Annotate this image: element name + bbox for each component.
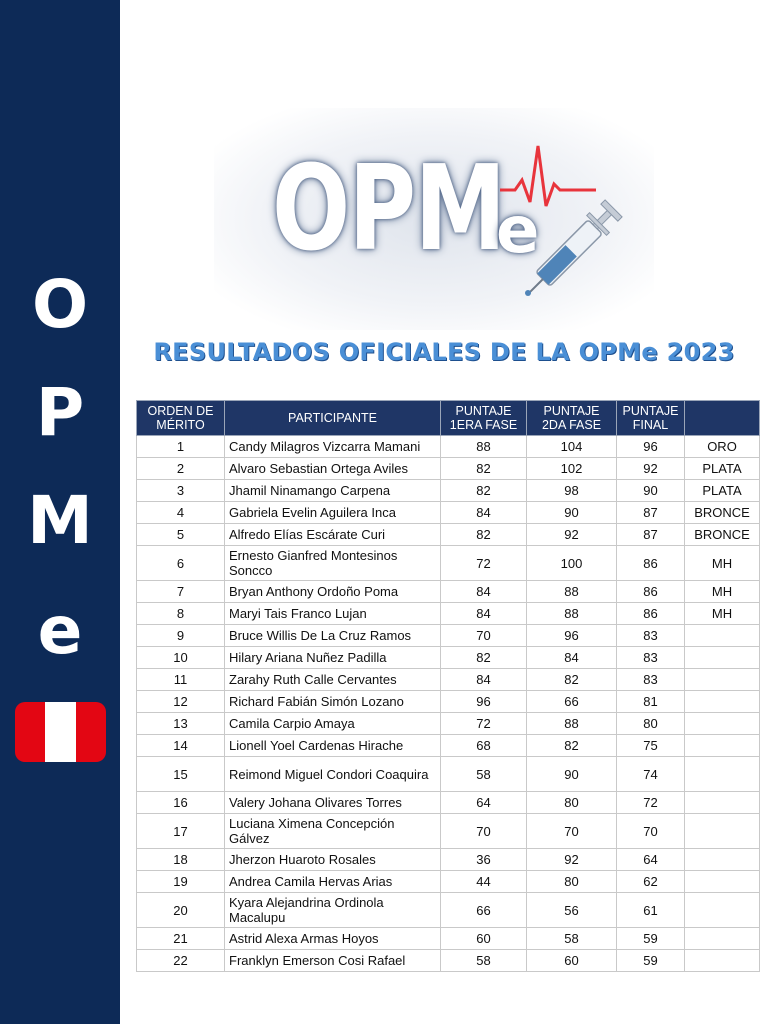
score-phase1-cell: 58 bbox=[441, 757, 527, 792]
medal-cell bbox=[685, 792, 760, 814]
participant-cell: Maryi Tais Franco Lujan bbox=[225, 603, 441, 625]
score-phase2-cell: 92 bbox=[527, 849, 617, 871]
score-final-cell: 86 bbox=[617, 581, 685, 603]
score-final-cell: 92 bbox=[617, 458, 685, 480]
participant-cell: Bruce Willis De La Cruz Ramos bbox=[225, 625, 441, 647]
table-row bbox=[137, 735, 760, 757]
table-row bbox=[137, 458, 760, 480]
rank-cell: 5 bbox=[137, 524, 225, 546]
medal-cell bbox=[685, 757, 760, 792]
score-final-cell: 62 bbox=[617, 871, 685, 893]
score-phase2-cell: 80 bbox=[527, 871, 617, 893]
table-row bbox=[137, 524, 760, 546]
medal-cell: BRONCE bbox=[685, 502, 760, 524]
score-phase1-cell: 60 bbox=[441, 928, 527, 950]
medal-cell bbox=[685, 893, 760, 928]
heartbeat-syringe-icon bbox=[500, 140, 650, 300]
table-row bbox=[137, 713, 760, 735]
medal-cell bbox=[685, 625, 760, 647]
sidebar-letter-e: e bbox=[37, 592, 83, 669]
medal-cell: MH bbox=[685, 581, 760, 603]
table-row bbox=[137, 603, 760, 625]
table-row bbox=[137, 546, 760, 581]
medal-cell bbox=[685, 713, 760, 735]
score-final-cell: 61 bbox=[617, 893, 685, 928]
medal-cell bbox=[685, 669, 760, 691]
rank-cell: 11 bbox=[137, 669, 225, 691]
score-phase1-cell: 82 bbox=[441, 524, 527, 546]
score-final-cell: 72 bbox=[617, 792, 685, 814]
participant-cell: Candy Milagros Vizcarra Mamani bbox=[225, 436, 441, 458]
table-row bbox=[137, 871, 760, 893]
participant-cell: Astrid Alexa Armas Hoyos bbox=[225, 928, 441, 950]
score-phase1-cell: 84 bbox=[441, 603, 527, 625]
table-row bbox=[137, 480, 760, 502]
table-row bbox=[137, 928, 760, 950]
score-final-cell: 64 bbox=[617, 849, 685, 871]
score-final-cell: 87 bbox=[617, 524, 685, 546]
table-header-row bbox=[137, 401, 760, 436]
score-phase1-cell: 72 bbox=[441, 713, 527, 735]
sidebar-letter-p: P bbox=[35, 374, 85, 451]
score-final-cell: 75 bbox=[617, 735, 685, 757]
score-phase1-cell: 82 bbox=[441, 458, 527, 480]
score-final-cell: 59 bbox=[617, 928, 685, 950]
participant-cell: Jherzon Huaroto Rosales bbox=[225, 849, 441, 871]
participant-cell: Ernesto Gianfred Montesinos Soncco bbox=[225, 546, 441, 581]
rank-cell: 4 bbox=[137, 502, 225, 524]
table-row bbox=[137, 581, 760, 603]
medal-cell bbox=[685, 950, 760, 972]
score-phase2-cell: 102 bbox=[527, 458, 617, 480]
score-phase1-cell: 70 bbox=[441, 625, 527, 647]
rank-cell: 12 bbox=[137, 691, 225, 713]
sidebar-letter-o: O bbox=[31, 266, 89, 343]
score-final-cell: 83 bbox=[617, 669, 685, 691]
score-phase1-cell: 66 bbox=[441, 893, 527, 928]
rank-cell: 6 bbox=[137, 546, 225, 581]
score-phase1-cell: 44 bbox=[441, 871, 527, 893]
table-row bbox=[137, 436, 760, 458]
score-phase1-cell: 84 bbox=[441, 581, 527, 603]
score-phase2-cell: 100 bbox=[527, 546, 617, 581]
score-final-cell: 86 bbox=[617, 603, 685, 625]
sidebar-letter-m: M bbox=[27, 482, 93, 559]
participant-cell: Hilary Ariana Nuñez Padilla bbox=[225, 647, 441, 669]
rank-cell: 19 bbox=[137, 871, 225, 893]
score-phase2-cell: 82 bbox=[527, 669, 617, 691]
table-row bbox=[137, 502, 760, 524]
medal-cell bbox=[685, 691, 760, 713]
score-final-cell: 83 bbox=[617, 625, 685, 647]
medal-cell bbox=[685, 928, 760, 950]
score-final-cell: 87 bbox=[617, 502, 685, 524]
participant-cell: Andrea Camila Hervas Arias bbox=[225, 871, 441, 893]
score-phase1-cell: 70 bbox=[441, 814, 527, 849]
participant-cell: Gabriela Evelin Aguilera Inca bbox=[225, 502, 441, 524]
medal-cell bbox=[685, 871, 760, 893]
logo-suffix: e bbox=[496, 194, 540, 268]
rank-cell: 22 bbox=[137, 950, 225, 972]
medal-cell bbox=[685, 735, 760, 757]
rank-cell: 3 bbox=[137, 480, 225, 502]
score-phase1-cell: 84 bbox=[441, 502, 527, 524]
score-final-cell: 83 bbox=[617, 647, 685, 669]
score-phase1-cell: 84 bbox=[441, 669, 527, 691]
rank-cell: 20 bbox=[137, 893, 225, 928]
score-phase2-cell: 88 bbox=[527, 713, 617, 735]
score-phase2-cell: 98 bbox=[527, 480, 617, 502]
medal-cell: MH bbox=[685, 546, 760, 581]
medal-cell bbox=[685, 647, 760, 669]
header-score-phase2: PUNTAJE 2DA FASE bbox=[527, 401, 617, 436]
score-phase1-cell: 68 bbox=[441, 735, 527, 757]
participant-cell: Kyara Alejandrina Ordinola Macalupu bbox=[225, 893, 441, 928]
score-phase1-cell: 82 bbox=[441, 647, 527, 669]
score-final-cell: 74 bbox=[617, 757, 685, 792]
score-phase1-cell: 64 bbox=[441, 792, 527, 814]
table-row bbox=[137, 647, 760, 669]
score-final-cell: 80 bbox=[617, 713, 685, 735]
score-phase2-cell: 70 bbox=[527, 814, 617, 849]
rank-cell: 14 bbox=[137, 735, 225, 757]
score-final-cell: 90 bbox=[617, 480, 685, 502]
score-final-cell: 86 bbox=[617, 546, 685, 581]
medal-cell bbox=[685, 814, 760, 849]
score-phase1-cell: 72 bbox=[441, 546, 527, 581]
participant-cell: Jhamil Ninamango Carpena bbox=[225, 480, 441, 502]
table-row bbox=[137, 792, 760, 814]
participant-cell: Zarahy Ruth Calle Cervantes bbox=[225, 669, 441, 691]
participant-cell: Franklyn Emerson Cosi Rafael bbox=[225, 950, 441, 972]
participant-cell: Bryan Anthony Ordoño Poma bbox=[225, 581, 441, 603]
rank-cell: 10 bbox=[137, 647, 225, 669]
score-phase1-cell: 96 bbox=[441, 691, 527, 713]
participant-cell: Alvaro Sebastian Ortega Aviles bbox=[225, 458, 441, 480]
header-score-final: PUNTAJE FINAL bbox=[617, 401, 685, 436]
header-score-phase1: PUNTAJE 1ERA FASE bbox=[441, 401, 527, 436]
rank-cell: 13 bbox=[137, 713, 225, 735]
table-row bbox=[137, 849, 760, 871]
score-phase2-cell: 56 bbox=[527, 893, 617, 928]
participant-cell: Valery Johana Olivares Torres bbox=[225, 792, 441, 814]
score-phase2-cell: 84 bbox=[527, 647, 617, 669]
rank-cell: 1 bbox=[137, 436, 225, 458]
table-row bbox=[137, 757, 760, 792]
score-phase2-cell: 90 bbox=[527, 757, 617, 792]
score-phase2-cell: 92 bbox=[527, 524, 617, 546]
score-phase2-cell: 82 bbox=[527, 735, 617, 757]
header-rank: ORDEN DE MÉRITO bbox=[137, 401, 225, 436]
header-medal bbox=[685, 401, 760, 436]
participant-cell: Richard Fabián Simón Lozano bbox=[225, 691, 441, 713]
medal-cell: ORO bbox=[685, 436, 760, 458]
score-phase1-cell: 82 bbox=[441, 480, 527, 502]
table-row bbox=[137, 669, 760, 691]
score-phase2-cell: 90 bbox=[527, 502, 617, 524]
score-phase2-cell: 80 bbox=[527, 792, 617, 814]
medal-cell bbox=[685, 849, 760, 871]
score-phase2-cell: 88 bbox=[527, 581, 617, 603]
rank-cell: 17 bbox=[137, 814, 225, 849]
rank-cell: 7 bbox=[137, 581, 225, 603]
table-row bbox=[137, 625, 760, 647]
page-title: RESULTADOS OFICIALES DE LA OPMe 2023 bbox=[153, 338, 735, 366]
score-final-cell: 59 bbox=[617, 950, 685, 972]
rank-cell: 21 bbox=[137, 928, 225, 950]
sidebar bbox=[0, 0, 120, 1024]
score-phase1-cell: 58 bbox=[441, 950, 527, 972]
participant-cell: Alfredo Elías Escárate Curi bbox=[225, 524, 441, 546]
score-phase2-cell: 66 bbox=[527, 691, 617, 713]
logo-text: OPM bbox=[272, 139, 505, 277]
table-row bbox=[137, 950, 760, 972]
score-final-cell: 81 bbox=[617, 691, 685, 713]
table-row bbox=[137, 893, 760, 928]
header-participant: PARTICIPANTE bbox=[225, 401, 441, 436]
score-phase2-cell: 104 bbox=[527, 436, 617, 458]
score-final-cell: 70 bbox=[617, 814, 685, 849]
rank-cell: 16 bbox=[137, 792, 225, 814]
score-phase2-cell: 96 bbox=[527, 625, 617, 647]
score-phase2-cell: 58 bbox=[527, 928, 617, 950]
score-phase1-cell: 36 bbox=[441, 849, 527, 871]
medal-cell: MH bbox=[685, 603, 760, 625]
rank-cell: 2 bbox=[137, 458, 225, 480]
rank-cell: 8 bbox=[137, 603, 225, 625]
medal-cell: PLATA bbox=[685, 480, 760, 502]
participant-cell: Reimond Miguel Condori Coaquira bbox=[225, 757, 441, 792]
score-phase1-cell: 88 bbox=[441, 436, 527, 458]
rank-cell: 18 bbox=[137, 849, 225, 871]
table-row bbox=[137, 691, 760, 713]
participant-cell: Lionell Yoel Cardenas Hirache bbox=[225, 735, 441, 757]
score-phase2-cell: 60 bbox=[527, 950, 617, 972]
table-row bbox=[137, 814, 760, 849]
score-phase2-cell: 88 bbox=[527, 603, 617, 625]
participant-cell: Luciana Ximena Concepción Gálvez bbox=[225, 814, 441, 849]
score-final-cell: 96 bbox=[617, 436, 685, 458]
peru-flag-icon bbox=[15, 702, 106, 762]
medal-cell: PLATA bbox=[685, 458, 760, 480]
results-table bbox=[136, 400, 760, 972]
participant-cell: Camila Carpio Amaya bbox=[225, 713, 441, 735]
rank-cell: 9 bbox=[137, 625, 225, 647]
medal-cell: BRONCE bbox=[685, 524, 760, 546]
rank-cell: 15 bbox=[137, 757, 225, 792]
